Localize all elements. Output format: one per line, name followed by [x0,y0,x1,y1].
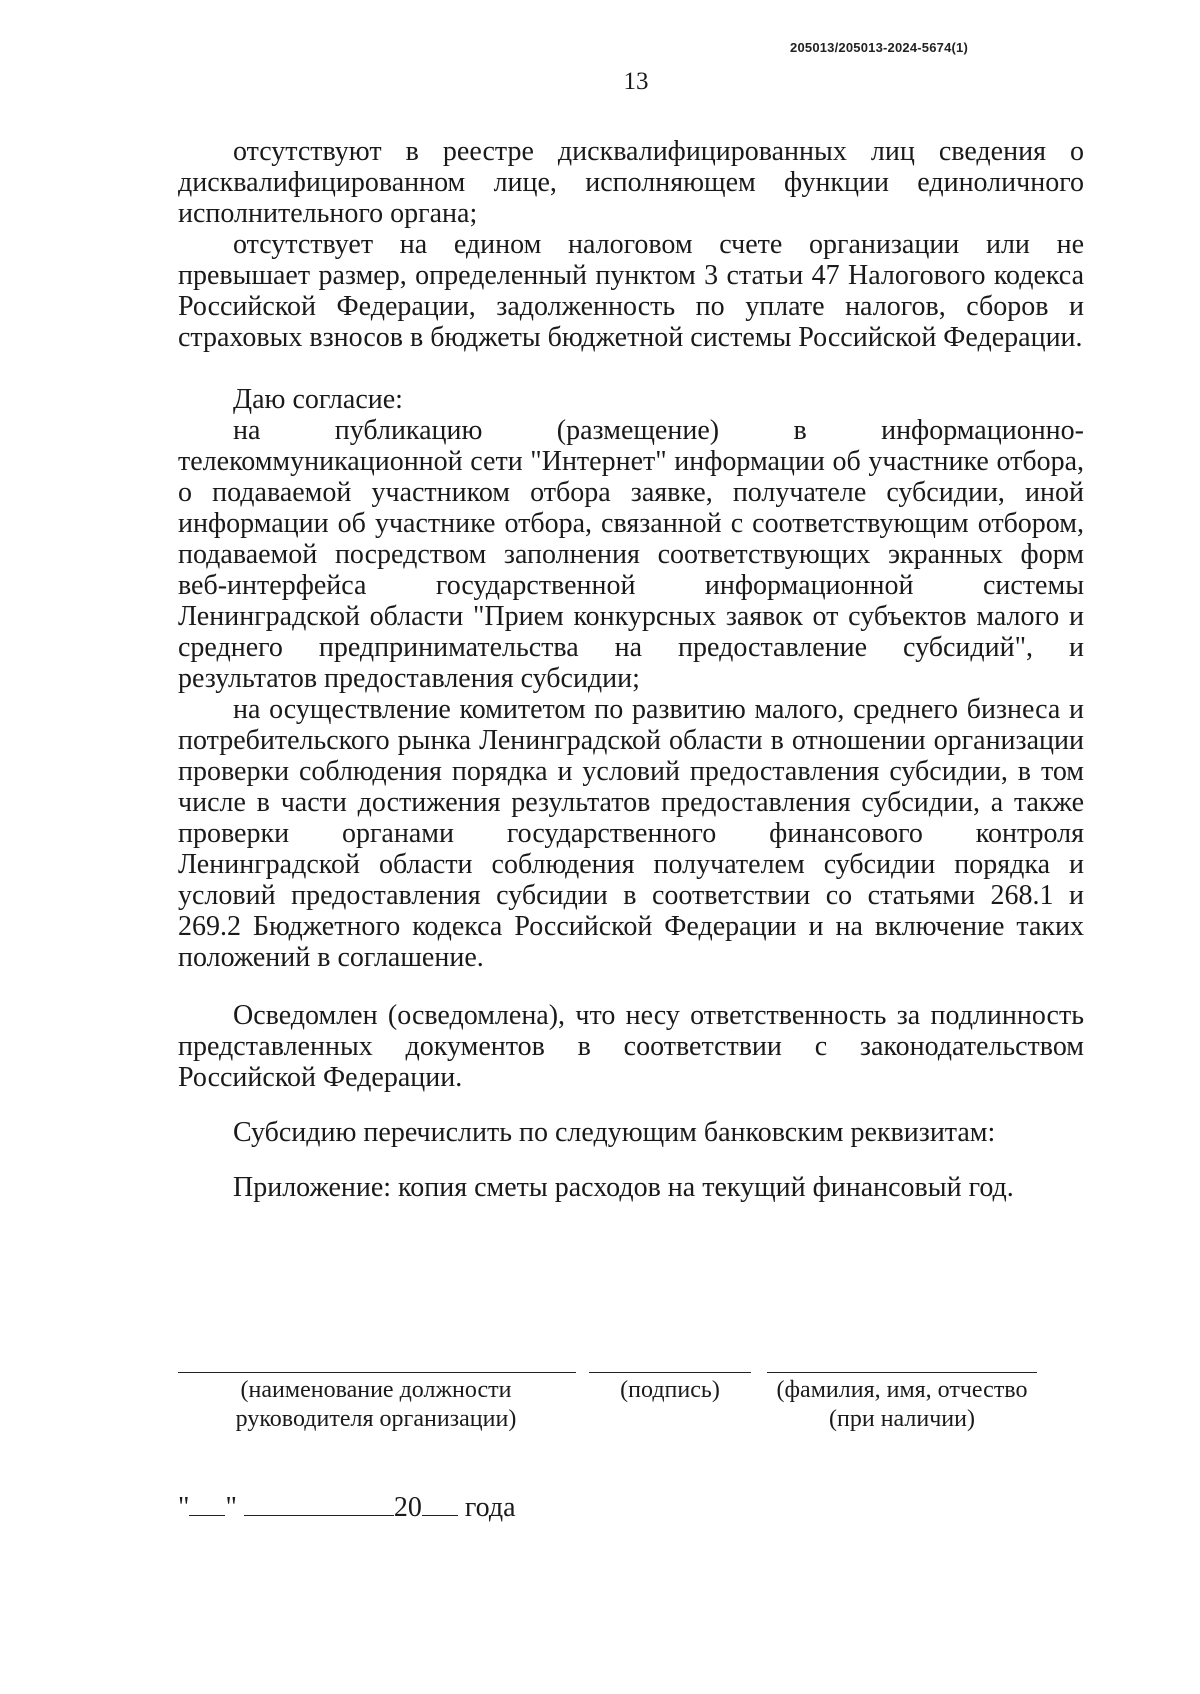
date-line [178,1492,516,1524]
paragraph-attachment: Приложение: копия сметы расходов на текущий финансовый год. [233,1172,1014,1203]
date-quote-open: " [178,1492,190,1523]
document-body [178,136,1084,1203]
paragraph-consent-publication: на публикацию (размещение) в информационно-телекоммуникационной сети "Интернет" информации об участнике отбора, о подаваемой участником отбора заявке, получателе субсидии, иной информации об участнике отбора, связанной с соответствующим отбором, подаваемой посредством заполнения соответствующих экранных форм веб-интерфейса государственной информационной системы Ленинградской области "Прием конкурсных заявок от субъектов малого и среднего предпринимательства на предоставление субсидий", и результатов предоставления субсидии; [178,415,1084,694]
signature-block [178,1372,1084,1452]
page-number: 13 [623,68,649,95]
date-day-blank [189,1493,225,1516]
signature-caption: (подпись) [620,1377,720,1403]
date-month-blank [244,1493,394,1516]
paragraph-consent-heading: Даю согласие: [233,384,403,415]
full-name-signature-line [767,1372,1037,1373]
paragraph-bank-details: Субсидию перечислить по следующим банковским реквизитам: [233,1117,996,1148]
paragraph-consent-inspection: на осуществление комитетом по развитию малого, среднего бизнеса и потребительского рынка Ленинградской области в отношении организации проверки соблюдения порядка и условий предоставления субсидии, в том числе в части достижения результатов предоставления субсидии, а также проверки органами государственного финансового контроля Ленинградской области соблюдения получателем субсидии порядка и условий предоставления субсидии в соответствии со статьями 268.1 и 269.2 Бюджетного кодекса Российской Федерации и на включение таких положений в соглашение. [178,694,1084,973]
signature-line [589,1372,751,1373]
document-code: 205013/205013-2024-5674(1) [790,40,968,55]
full-name-caption: (фамилия, имя, отчество (при наличии) [776,1377,1028,1432]
position-caption: (наименование должности руководителя организации) [235,1377,517,1432]
date-century: 20 [393,1492,422,1523]
paragraph-responsibility: Осведомлен (осведомлена), что несу ответственность за подлинность представленных документов в соответствии с законодательством Российской Федерации. [178,1000,1084,1093]
date-year-blank [422,1493,458,1516]
date-quote-close: " [225,1492,237,1523]
date-suffix: года [464,1492,516,1523]
paragraph-disqualified-persons: отсутствуют в реестре дисквалифицированных лиц сведения о дисквалифицированном лице, исполняющем функции единоличного исполнительного органа; [178,136,1084,229]
position-signature-line [178,1372,576,1373]
paragraph-tax-debt: отсутствует на едином налоговом счете организации или не превышает размер, определенный пунктом 3 статьи 47 Налогового кодекса Российской Федерации, задолженность по уплате налогов, сборов и страховых взносов в бюджеты бюджетной системы Российской Федерации. [178,229,1084,353]
